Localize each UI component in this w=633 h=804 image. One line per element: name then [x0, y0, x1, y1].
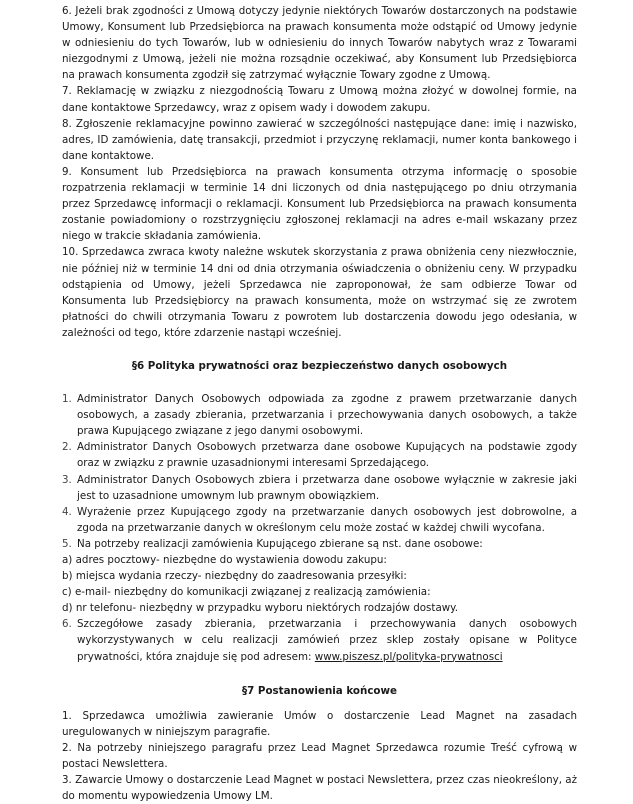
section5-point-10: 10. Sprzedawca zwraca kwoty należne wskutek skorzystania z prawa obniżenia ceny niezwłocznie, nie później niż w terminie 14 dni od dnia otrzymania oświadczenia o obniżeniu ceny. W przypadku odstąpienia od Umowy, jeżeli Sprzedawca nie zaproponował, że sam odbierze Towar od Konsumenta lub Przedsiębiorcy na prawach konsumenta, może on wstrzymać się ze zwrotem płatności do chwili otrzymania Towaru z powrotem lub dostarczenia dowodu jego odesłania, w zależności od tego, które zdarzenie nastąpi wcześniej.: [62, 246, 577, 339]
list-item: 1. Administrator Danych Osobowych odpowiada za zgodne z prawem przetwarzanie danych osobowych, a zasady zbierania, przetwarzania i przechowywania danych osobowych, a także prawa Kupującego związane z jego danymi osobowymi.: [62, 393, 577, 438]
list-item: 6. Szczegółowe zasady zbierania, przetwarzania i przechowywania danych osobowych wykorzystywanych w celu realizacji zamówień przez sklep zostały opisane w Polityce prywatności, która znajduje się pod adresem: www.piszesz.pl/polityka-prywatnosci: [62, 618, 577, 663]
sub-item-a: a) adres pocztowy- niezbędne do wystawienia dowodu zakupu:: [62, 554, 387, 566]
list-item: 5. Na potrzeby realizacji zamówienia Kupującego zbierane są nst. dane osobowe:: [62, 537, 483, 550]
sub-item-d: d) nr telefonu- niezbędny w przypadku wyboru niektórych rodzajów dostawy.: [62, 602, 459, 615]
document-page: [62, 3, 577, 804]
section6-list-continued: [62, 616, 577, 664]
section7-point-3: 3. Zawarcie Umowy o dostarczenie Lead Magnet w postaci Newslettera, przez czas nieokreślony, aż do momentu wypowiedzenia Umowy LM.: [62, 774, 577, 803]
section5-point-8: 8. Zgłoszenie reklamacyjne powinno zawierać w szczególności następujące dane: imię i nazwisko, adres, ID zamówienia, datę transakcji, przedmiot i przyczynę reklamacji, numer konta bankowego i dane kontaktowe.: [62, 117, 577, 162]
section5-continuation: [62, 3, 577, 341]
section5-point-9: 9. Konsument lub Przedsiębiorca na prawach konsumenta otrzyma informację o sposobie rozpatrzenia reklamacji w terminie 14 dni liczonych od dnia następującego po dniu otrzymania przez Sprzedawcę informacji o reklamacji. Konsument lub Przedsiębiorca na prawach konsumenta zostanie powiadomiony o rozstrzygnięciu zgłoszonej reklamacji na adres e-mail wskazany przez niego w trakcie składania zamówienia.: [62, 165, 577, 243]
sub-item-c: c) e-mail- niezbędny do komunikacji związanej z realizacją zamówienia:: [62, 586, 431, 599]
section7-points: [62, 708, 577, 804]
privacy-policy-link[interactable]: www.piszesz.pl/polityka-prywatnosci: [314, 650, 503, 663]
list-item: 4. Wyrażenie przez Kupującego zgody na przetwarzanie danych osobowych jest dobrowolne, a zgoda na przetwarzanie danych w określonym celu może zostać w każdej chwili wycofana.: [62, 505, 577, 534]
section7-heading: §7 Postanowienia końcowe: [242, 684, 397, 697]
section7-point-2: 2. Na potrzeby niniejszego paragrafu przez Lead Magnet Sprzedawca rozumie Treść cyfrową w postaci Newslettera.: [62, 741, 577, 771]
section5-point-7: 7. Reklamację w związku z niezgodnością Towaru z Umową można złożyć w dowolnej formie, na dane kontaktowe Sprzedawcy, wraz z opisem wady i dowodem zakupu.: [62, 85, 577, 114]
list-item: 3. Administrator Danych Osobowych zbiera i przetwarza dane osobowe wyłącznie w zakresie jaki jest to uzasadnione umownym lub prawnym obowiązkiem.: [62, 473, 577, 502]
section5-point-6: 6. Jeżeli brak zgodności z Umową dotyczy jedynie niektórych Towarów dostarczonych na podstawie Umowy, Konsument lub Przedsiębiorca na prawach konsumenta może odstąpić od Umowy jedynie w odniesieniu do tych Towarów, lub w odniesieniu do innych Towarów nabytych wraz z Towarami niezgodnymi z Umową, jeżeli nie można rozsądnie oczekiwać, aby Konsument lub Przedsiębiorca na prawach konsumenta zgodził się zatrzymać wyłącznie Towary zgodne z Umową.: [62, 5, 577, 82]
list-item: 2. Administrator Danych Osobowych przetwarza dane osobowe Kupujących na podstawie zgody oraz w związku z prawnie uzasadnionymi interesami Sprzedającego.: [62, 441, 577, 470]
section6-list: [62, 391, 577, 552]
section7-point-1: 1. Sprzedawca umożliwia zawieranie Umów o dostarczenie Lead Magnet na zasadach uregulowanych w niniejszym paragrafie.: [62, 709, 577, 738]
section6-heading: §6 Polityka prywatności oraz bezpieczeństwo danych osobowych: [131, 359, 508, 372]
sub-item-b: b) miejsca wydania rzeczy- niezbędny do zaadresowania przesyłki:: [62, 570, 407, 583]
